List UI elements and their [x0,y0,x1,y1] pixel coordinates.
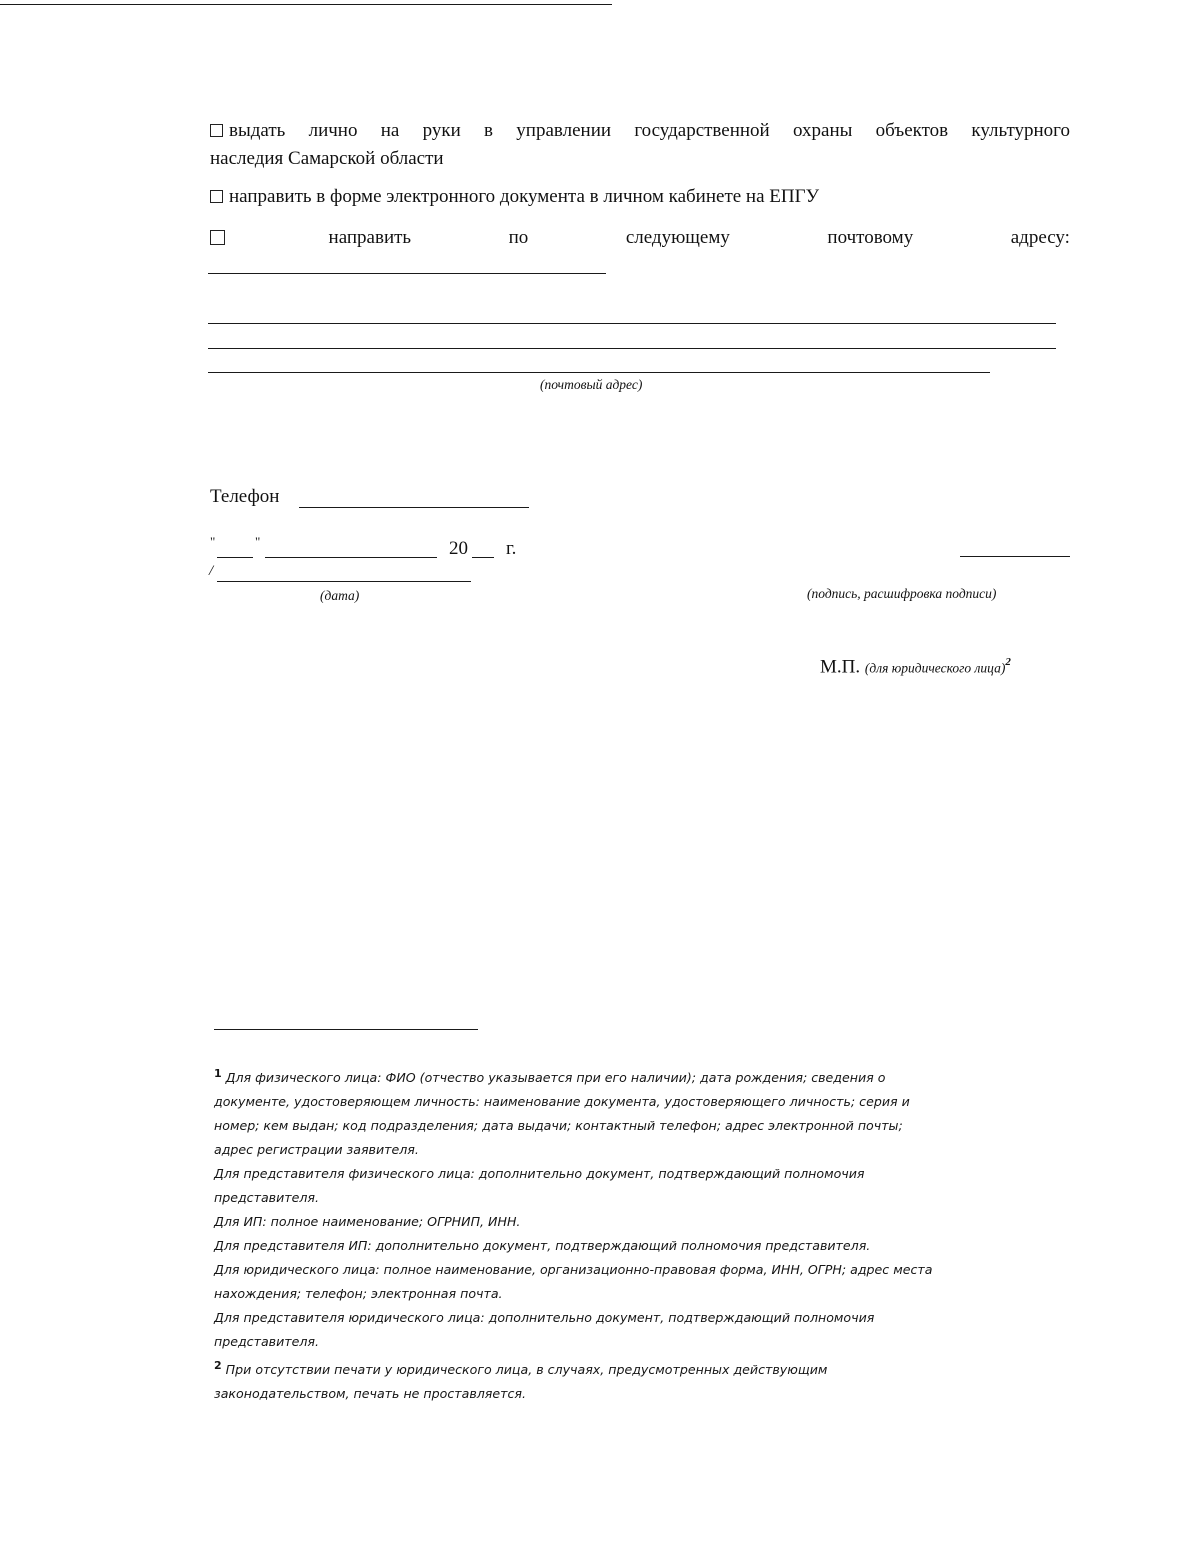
date-quote-open: " [210,534,216,549]
date-day-line[interactable] [217,557,253,558]
phone-field-line[interactable] [299,507,529,508]
footnote-line: Для представителя физического лица: дополнительно документ, подтверждающий полномочия [214,1166,865,1182]
option-postal-word-4: почтовому [827,227,914,248]
date-year-suffix: г. [506,538,517,559]
footnote-line: представителя. [214,1190,319,1206]
footnote-line: адрес регистрации заявителя. [214,1142,419,1158]
option-postal-word-5: адресу: [1010,227,1070,248]
footnote-line: Для юридического лица: полное наименование, организационно-правовая форма, ИНН, ОГРН; адрес места [214,1262,933,1278]
option-postal [210,224,1070,252]
postal-address-line-3[interactable] [208,348,1056,349]
footnote-mark-2: 2 [214,1359,222,1373]
postal-address-caption: (почтовый адрес) [540,377,643,392]
footnote-line: представителя. [214,1334,319,1350]
option-postal-word-1: направить [328,227,412,248]
stamp-note-text: (для юридического лица) [864,660,1006,676]
postal-address-line-1[interactable] [208,273,606,274]
phone-label: Телефон [210,486,280,507]
option-in-person-line1: выдать лично на руки в управлении государственной охраны объектов культурного [229,120,1070,141]
postal-address-line-4[interactable] [208,372,990,373]
date-month-line[interactable] [265,557,437,558]
footnote-line [214,1354,1074,1382]
option-postal-word-3: следующему [625,227,730,248]
date-caption: (дата) [320,588,360,603]
footnote-separator [214,1029,478,1030]
stamp-footnote-mark: 2 [1005,656,1011,668]
footnote-line: нахождения; телефон; электронная почта. [214,1286,503,1302]
footnote-line: номер; кем выдан; код подразделения; дата выдачи; контактный телефон; адрес электронной почты; [214,1118,903,1134]
footnote-line [214,1062,1074,1090]
date-slash: / [209,563,214,579]
footnotes [214,1062,1074,1406]
footnote-line: Для ИП: полное наименование; ОГРНИП, ИНН. [214,1214,521,1230]
date-quote-close: " [255,534,261,549]
signature-line[interactable] [960,556,1070,557]
date-second-line[interactable] [217,581,471,582]
option-electronic [210,183,1070,211]
footnote-mark-1: 1 [214,1067,222,1080]
footnote-line: Для представителя юридического лица: дополнительно документ, подтверждающий полномочия [214,1310,875,1326]
footnote-line: законодательством, печать не проставляется. [214,1386,526,1402]
footnote-line: документе, удостоверяющем личность: наименование документа, удостоверяющего личность; серия и [214,1094,910,1110]
footnote-line: Для представителя ИП: дополнительно документ, подтверждающий полномочия представителя. [214,1238,871,1254]
option-in-person-line2: наследия Самарской области [210,148,444,169]
footnote-text: Для физического лица: ФИО (отчество указывается при его наличии); дата рождения; сведения о [225,1070,886,1086]
checkbox-in-person[interactable] [210,124,223,137]
checkbox-postal[interactable] [210,230,225,245]
option-postal-word-2: по [508,227,529,248]
date-year-line[interactable] [472,557,494,558]
date-year-prefix: 20 [449,538,468,559]
top-rule [0,4,612,5]
option-electronic-text: направить в форме электронного документа в личном кабинете на ЕПГУ [229,186,820,207]
stamp-note [820,656,1011,678]
postal-address-line-2[interactable] [208,323,1056,324]
signature-caption: (подпись, расшифровка подписи) [807,586,997,601]
checkbox-electronic[interactable] [210,190,223,203]
option-in-person [210,117,1070,173]
stamp-label: М.П. [820,656,861,678]
footnote-text: При отсутствии печати у юридического лица, в случаях, предусмотренных действующим [225,1362,828,1378]
